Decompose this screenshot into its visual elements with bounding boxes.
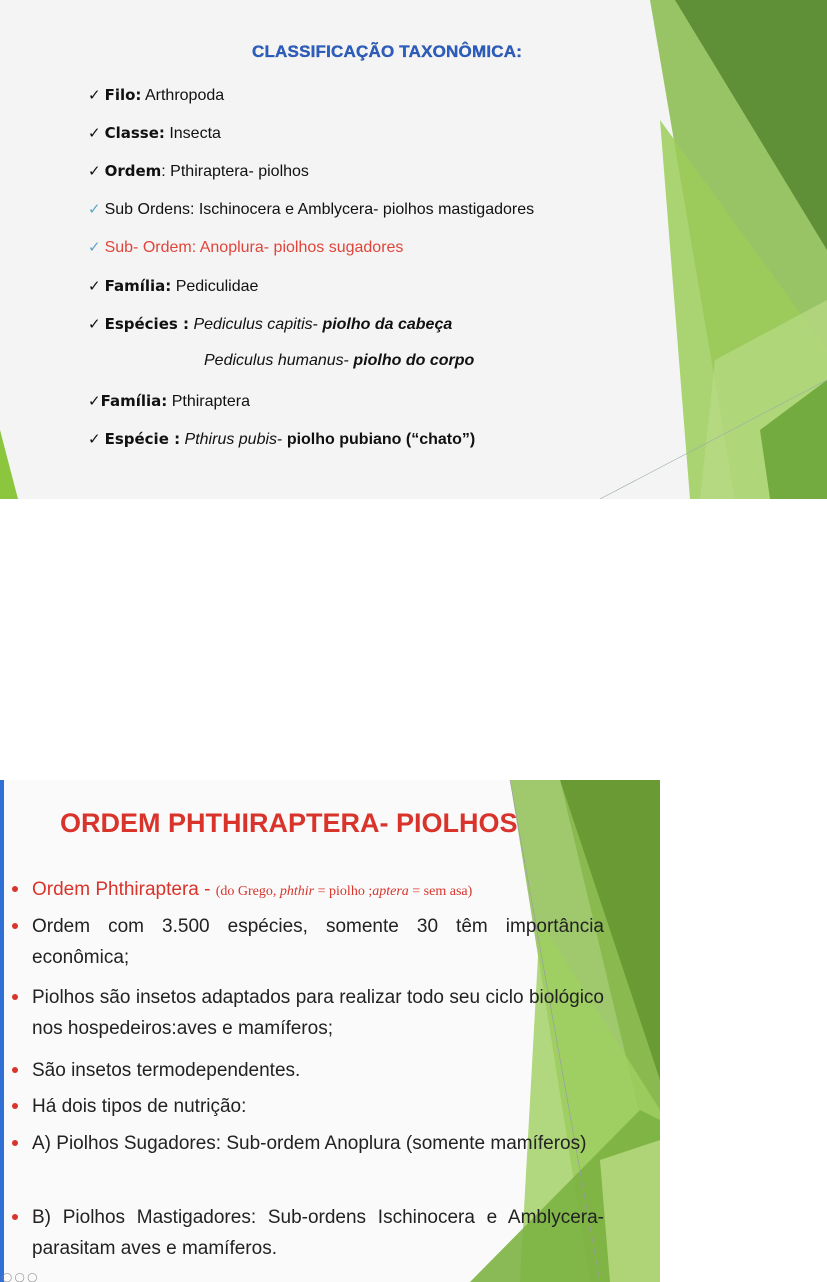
check-icon: ✓	[88, 125, 101, 142]
slide-ordem-phthiraptera	[0, 780, 660, 1282]
especie-line: ✓ Espécie : Pthirus pubis- piolho pubiano (“chato”)	[88, 430, 476, 448]
slide1-title: CLASSIFICAÇÃO TAXONÔMICA:	[252, 42, 523, 61]
check-icon: ✓	[88, 87, 101, 104]
slide-taxonomy	[0, 0, 827, 499]
subordens-line: ✓ Sub Ordens: Ischinocera e Amblycera- piolhos mastigadores	[88, 201, 535, 218]
familia-line: ✓ Família: Pediculidae	[88, 277, 259, 295]
subordem-line: ✓ Sub- Ordem: Anoplura- piolhos sugadores	[88, 239, 404, 256]
list-item: B) Piolhos Mastigadores: Sub-ordens Ischinocera e Amblycera- parasitam aves e mamíferos.	[12, 1202, 604, 1264]
check-icon: ✓	[88, 431, 101, 448]
check-icon: ✓	[88, 393, 101, 410]
list-item: Ordem Phthiraptera - (do Grego, phthir = piolho ;aptera = sem asa)	[12, 874, 604, 907]
especies-line: ✓ Espécies : Pediculus capitis- piolho da cabeça	[88, 315, 453, 333]
bullet-icon	[12, 1067, 18, 1073]
check-icon: ✓	[88, 316, 101, 333]
check-icon: ✓	[88, 163, 101, 180]
list-item: A) Piolhos Sugadores: Sub-ordem Anoplura (somente mamíferos)	[12, 1128, 604, 1159]
list-item: Piolhos são insetos adaptados para realizar todo seu ciclo biológico nos hospedeiros:aves e mamíferos;	[12, 982, 604, 1044]
filo-line: ✓ Filo: Arthropoda	[88, 86, 225, 104]
check-icon: ✓	[88, 278, 101, 295]
especie2-line: Pediculus humanus- piolho do corpo	[204, 352, 475, 369]
list-item: Há dois tipos de nutrição:	[12, 1091, 604, 1122]
bullet-icon	[12, 1103, 18, 1109]
circle-icon[interactable]: ◯	[14, 1272, 25, 1282]
check-icon: ✓	[88, 239, 101, 256]
slide-nav-controls[interactable]	[2, 1272, 37, 1282]
ordem-line: ✓ Ordem: Pthiraptera- piolhos	[88, 162, 309, 180]
circle-icon[interactable]: ◯	[2, 1272, 13, 1282]
bullet-icon	[12, 1140, 18, 1146]
classe-line: ✓ Classe: Insecta	[88, 124, 221, 142]
circle-icon[interactable]: ◯	[27, 1272, 38, 1282]
list-item: Ordem com 3.500 espécies, somente 30 têm importância econômica;	[12, 911, 604, 973]
bullet-icon	[12, 1214, 18, 1220]
bullet-icon	[12, 886, 18, 892]
bullet-icon	[12, 923, 18, 929]
check-icon: ✓	[88, 201, 101, 218]
bullet-icon	[12, 994, 18, 1000]
list-item: São insetos termodependentes.	[12, 1055, 604, 1086]
familia2-line: ✓Família: Pthiraptera	[88, 392, 250, 410]
slide2-title: ORDEM PHTHIRAPTERA- PIOLHOS	[60, 808, 518, 838]
